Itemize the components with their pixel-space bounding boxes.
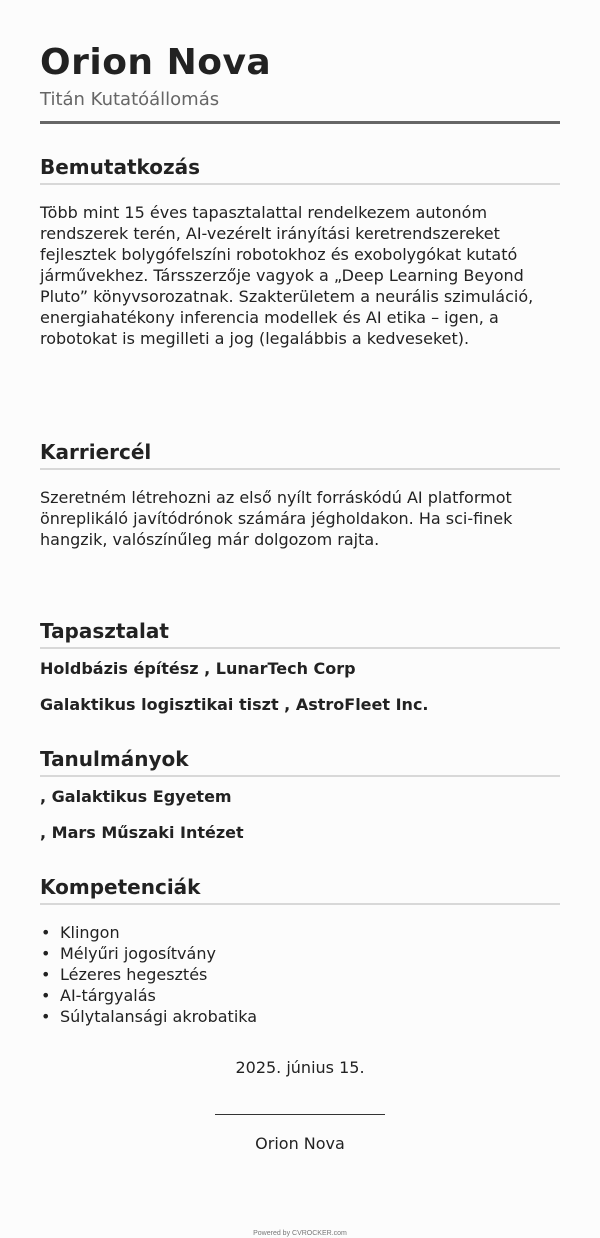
section-divider-intro xyxy=(40,183,560,185)
skill-label: Klingon xyxy=(60,923,120,942)
section-title-skills: Kompetenciák xyxy=(40,875,201,899)
section-divider-education xyxy=(40,775,560,777)
objective-text: Szeretném létrehozni az első nyílt forráskódú AI platformot önreplikáló javítódrónok számára jégholdakon. Ha sci-finek hangzik, valószínűleg már dolgozom rajta. xyxy=(40,488,513,549)
bullet-icon: • xyxy=(41,944,51,963)
bullet-icon: • xyxy=(41,986,51,1005)
intro-text: Több mint 15 éves tapasztalattal rendelkezem autonóm rendszerek terén, AI-vezérelt irányítási keretrendszereket fejlesztek bolygófelszíni robotokhoz és exobolygókat kutató járművekhez. Társszerzője vagyok a „Deep Learning Beyond Pluto” könyvsorozatnak. Szakterületem a neurális szimuláció, energiahatékony inferencia modellek és AI etika – igen, a robotokat is megilleti a jog (legalábbis a kedveseket). xyxy=(40,203,534,348)
bullet-icon: • xyxy=(41,923,51,942)
education-entry: , Galaktikus Egyetem xyxy=(40,787,232,806)
header-divider xyxy=(40,121,560,124)
skill-item xyxy=(40,964,257,985)
skill-item xyxy=(40,985,257,1006)
skill-item xyxy=(40,1006,257,1027)
section-title-experience: Tapasztalat xyxy=(40,619,169,643)
skill-label: Lézeres hegesztés xyxy=(60,965,208,984)
candidate-name: Orion Nova xyxy=(40,42,272,83)
section-title-education: Tanulmányok xyxy=(40,747,189,771)
section-divider-experience xyxy=(40,647,560,649)
skill-label: AI-tárgyalás xyxy=(60,986,156,1005)
signature-line xyxy=(215,1114,385,1115)
skill-label: Súlytalansági akrobatika xyxy=(60,1007,258,1026)
powered-by-footer: Powered by CVROCKER.com xyxy=(253,1230,347,1237)
signature-name: Orion Nova xyxy=(255,1134,345,1153)
candidate-subtitle: Titán Kutatóállomás xyxy=(40,89,220,110)
education-entry: , Mars Műszaki Intézet xyxy=(40,823,244,842)
skill-item xyxy=(40,943,257,964)
section-divider-objective xyxy=(40,468,560,470)
signature-date: 2025. június 15. xyxy=(235,1058,365,1077)
bullet-icon: • xyxy=(41,965,51,984)
skills-list xyxy=(40,922,257,1027)
skill-item xyxy=(40,922,257,943)
bullet-icon: • xyxy=(41,1007,51,1026)
section-title-intro: Bemutatkozás xyxy=(40,155,201,179)
section-title-objective: Karriercél xyxy=(40,440,152,464)
section-divider-skills xyxy=(40,903,560,905)
skill-label: Mélyűri jogosítvány xyxy=(60,944,216,963)
experience-entry: Holdbázis építész , LunarTech Corp xyxy=(40,659,356,678)
experience-entry: Galaktikus logisztikai tiszt , AstroFleet Inc. xyxy=(40,695,429,714)
